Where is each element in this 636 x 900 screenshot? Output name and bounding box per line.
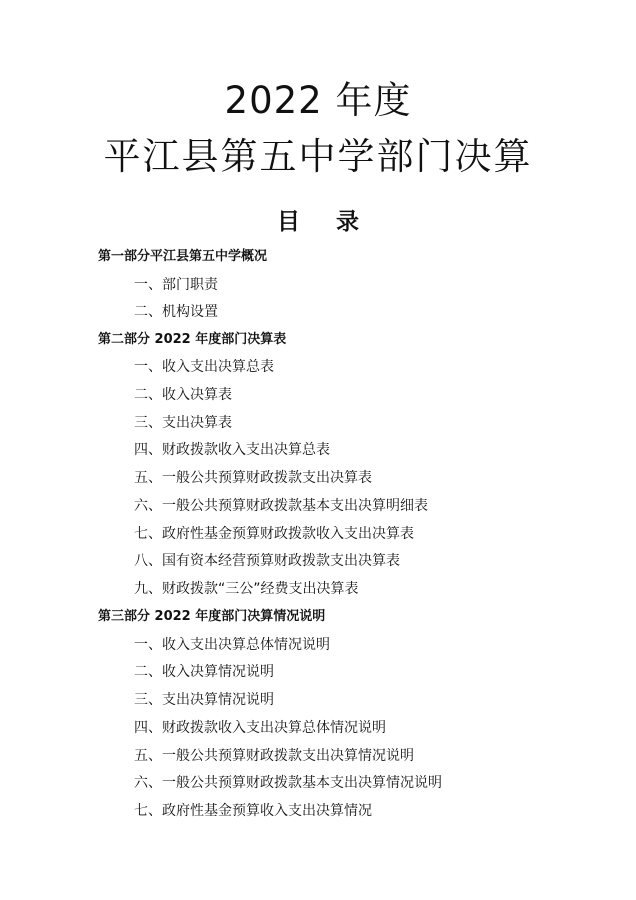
- toc-item: 七、政府性基金预算财政拨款收入支出决算表: [134, 526, 414, 542]
- toc-item: 七、政府性基金预算收入支出决算情况: [134, 803, 372, 819]
- toc-item: 九、财政拨款“三公”经费支出决算表: [134, 581, 359, 597]
- toc-item: 八、国有资本经营预算财政拨款支出决算表: [134, 553, 400, 569]
- document-title-year: 2022 年度: [224, 79, 412, 122]
- toc-item: 二、机构设置: [134, 304, 218, 320]
- toc-item: 三、支出决算情况说明: [134, 692, 274, 708]
- toc-item: 三、支出决算表: [134, 415, 232, 431]
- toc-item: 一、收入支出决算总表: [134, 359, 274, 375]
- toc-item: 五、一般公共预算财政拨款支出决算表: [134, 470, 372, 486]
- toc-item: 五、一般公共预算财政拨款支出决算情况说明: [134, 748, 414, 764]
- document-title-main: 平江县第五中学部门决算: [103, 135, 533, 178]
- toc-part-3: 第三部分 2022 年度部门决算情况说明: [98, 609, 326, 624]
- toc-item: 二、收入决算表: [134, 387, 232, 403]
- toc-item: 一、收入支出决算总体情况说明: [134, 637, 330, 653]
- toc-part-2: 第二部分 2022 年度部门决算表: [98, 332, 287, 347]
- toc-part-1: 第一部分平江县第五中学概况: [98, 249, 268, 264]
- toc-item: 六、一般公共预算财政拨款基本支出决算明细表: [134, 498, 428, 514]
- toc-heading: 目 录: [276, 209, 373, 235]
- toc-item: 一、部门职责: [134, 277, 218, 293]
- toc-item: 六、一般公共预算财政拨款基本支出决算情况说明: [134, 775, 442, 791]
- toc-item: 四、财政拨款收入支出决算总体情况说明: [134, 720, 386, 736]
- toc-item: 二、收入决算情况说明: [134, 664, 274, 680]
- toc-item: 四、财政拨款收入支出决算总表: [134, 442, 330, 458]
